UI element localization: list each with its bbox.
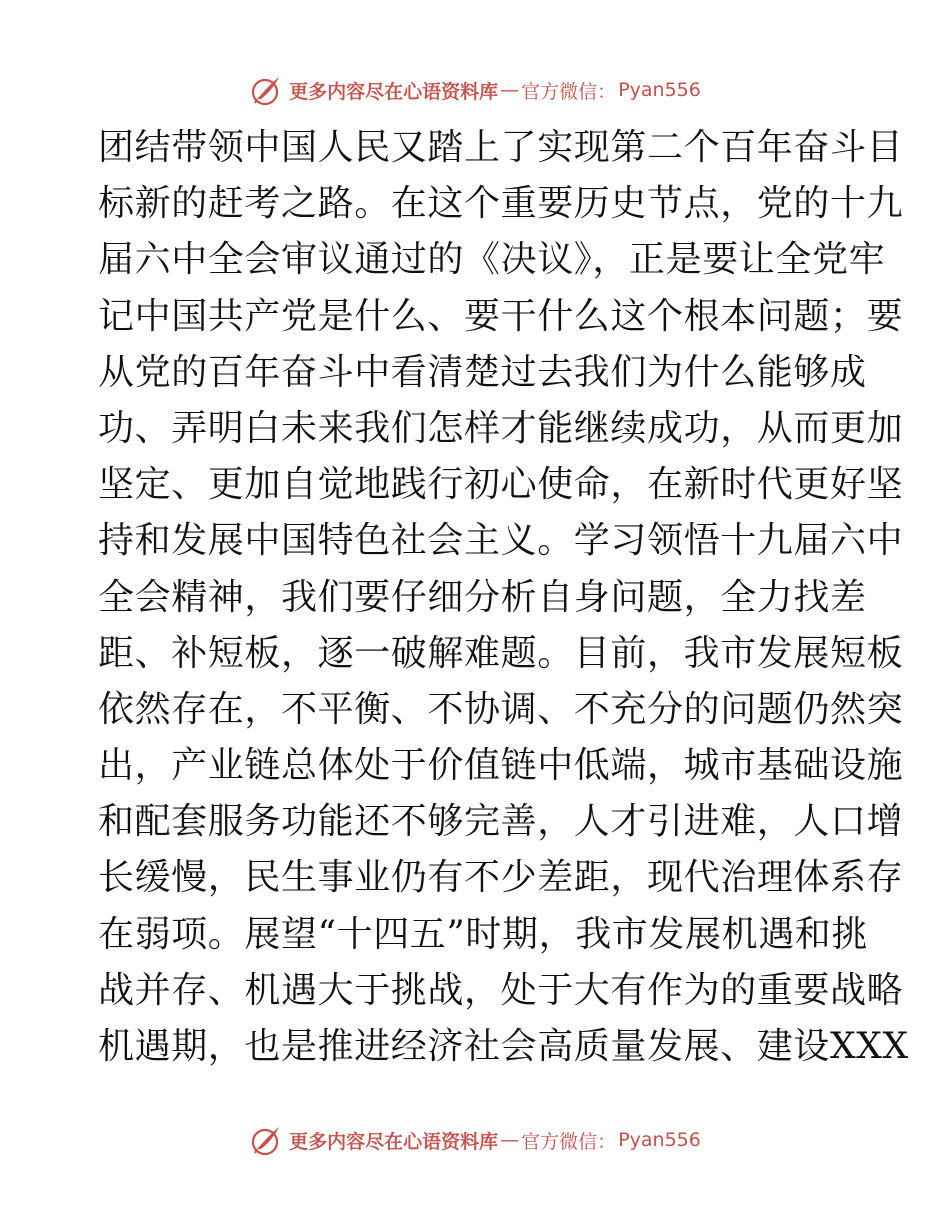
body-line: 长缓慢，民生事业仍有不少差距，现代治理体系存: [98, 857, 904, 899]
watermark-separator: —: [500, 79, 520, 101]
watermark-wechat-account: Pyan556: [618, 79, 701, 101]
body-line: 机遇期，也是推进经济社会高质量发展、建设XXX: [98, 1026, 909, 1067]
body-line: 记中国共产党是什么、要干什么这个根本问题；要: [98, 295, 904, 337]
body-line: 持和发展中国特色社会主义。学习领悟十九届六中: [98, 520, 904, 562]
body-line: 坚定、更加自觉地践行初心使命，在新时代更好坚: [98, 464, 904, 506]
watermark-site-name: 更多内容尽在心语资料库: [289, 1130, 499, 1153]
watermark-wechat-account: Pyan556: [618, 1129, 701, 1151]
watermark-wechat-label: 官方微信：: [521, 80, 617, 103]
body-line: 在弱项。展望“十四五”时期，我市发展机遇和挑: [98, 913, 869, 955]
body-line: 距、补短板，逐一破解难题。目前，我市发展短板: [98, 632, 904, 674]
body-line: 和配套服务功能还不够完善，人才引进难，人口增: [98, 801, 904, 843]
body-line: 届六中全会审议通过的《决议》，正是要让全党牢: [98, 239, 886, 281]
body-line: 全会精神，我们要仔细分析自身问题，全力找差: [98, 576, 867, 618]
footer-watermark: [0, 1120, 950, 1160]
quill-pen-logo-icon: [249, 73, 283, 107]
body-line: 依然存在，不平衡、不协调、不充分的问题仍然突: [98, 688, 904, 730]
body-line: 团结带领中国人民又踏上了实现第二个百年奋斗目: [98, 127, 904, 168]
body-line: 战并存、机遇大于挑战，处于大有作为的重要战略: [98, 969, 904, 1011]
document-body: [98, 120, 909, 1075]
header-watermark: [0, 70, 950, 110]
watermark-site-name: 更多内容尽在心语资料库: [289, 80, 499, 103]
watermark-separator: —: [500, 1129, 520, 1151]
body-line: 标新的赶考之路。在这个重要历史节点，党的十九: [98, 183, 904, 225]
quill-pen-logo-icon: [249, 1123, 283, 1157]
watermark-wechat-label: 官方微信：: [521, 1130, 617, 1153]
body-line: 出，产业链总体处于价值链中低端，城市基础设施: [98, 745, 904, 787]
body-line: 功、弄明白未来我们怎样才能继续成功，从而更加: [98, 407, 904, 449]
body-line: 从党的百年奋斗中看清楚过去我们为什么能够成: [98, 351, 867, 393]
